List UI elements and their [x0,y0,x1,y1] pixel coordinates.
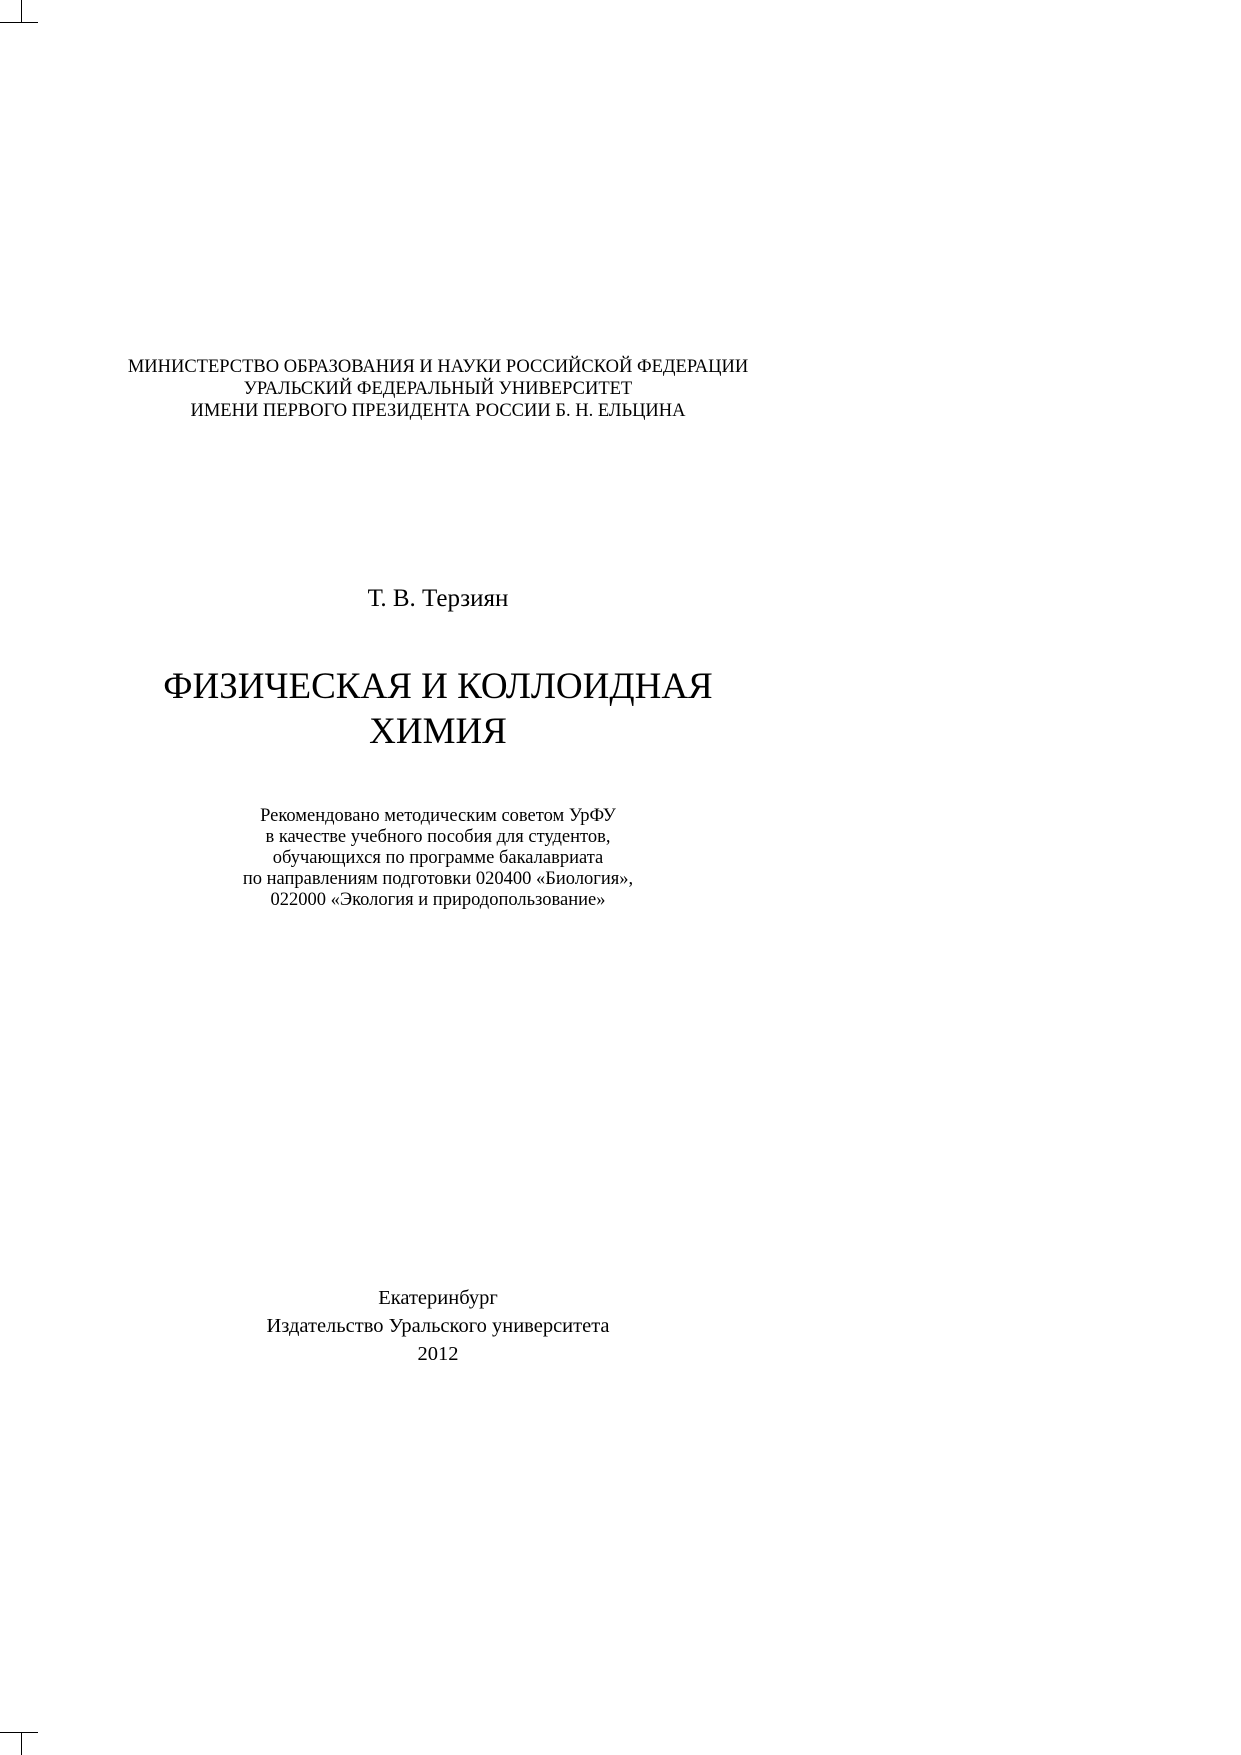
crop-mark-top-vertical [21,0,22,22]
author-name [0,584,876,614]
crop-mark-top-horizontal [0,22,38,23]
recommendation-line: обучающихся по программе бакалавриата [272,848,604,868]
crop-mark-bottom-vertical [21,1733,22,1755]
crop-mark-bottom-horizontal [0,1732,38,1733]
imprint-publisher: Издательство Уральского университета [266,1315,610,1337]
title-line: ХИМИЯ [369,711,507,752]
recommendation-line: в качестве учебного пособия для студентов, [265,827,611,847]
title-line: ФИЗИЧЕСКАЯ И КОЛЛОИДНАЯ [163,666,713,707]
imprint-year: 2012 [417,1343,459,1365]
institution-header [0,356,876,422]
recommendation-line: Рекомендовано методическим советом УрФУ [260,806,616,826]
recommendation-line: по направлениям подготовки 020400 «Биология», [242,869,634,889]
recommendation-line: 022000 «Экология и природопользование» [270,890,606,910]
book-title [0,664,876,754]
imprint [0,1284,876,1368]
recommendation-note [0,806,876,911]
institution-line: ИМЕНИ ПЕРВОГО ПРЕЗИДЕНТА РОССИИ Б. Н. ЕЛЬЦИНА [190,401,686,421]
institution-line: УРАЛЬСКИЙ ФЕДЕРАЛЬНЫЙ УНИВЕРСИТЕТ [243,379,633,399]
author-line: Т. В. Терзиян [367,585,509,612]
institution-line: МИНИСТЕРСТВО ОБРАЗОВАНИЯ И НАУКИ РОССИЙСКОЙ ФЕДЕРАЦИИ [127,357,749,377]
imprint-city: Екатеринбург [378,1287,498,1309]
